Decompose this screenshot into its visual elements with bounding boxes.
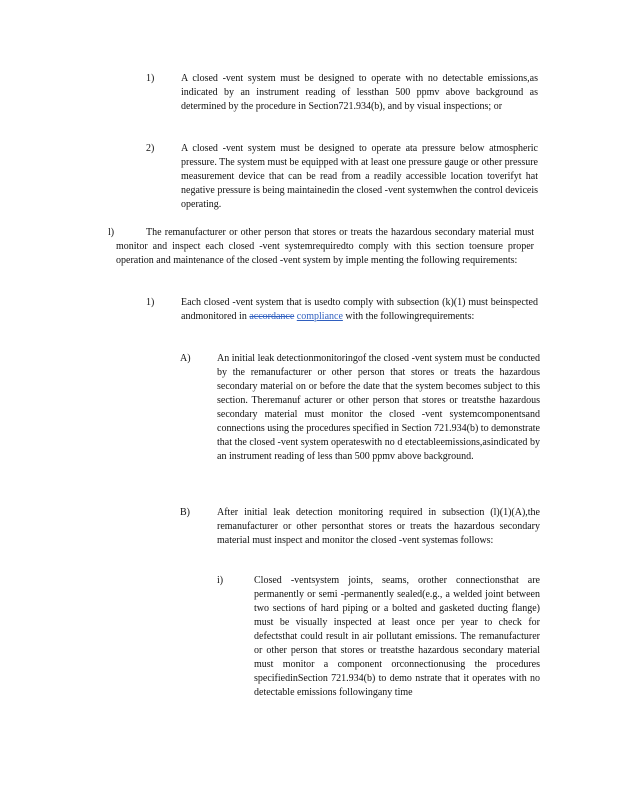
paragraph-number: 2) — [146, 143, 155, 154]
paragraph-text: A closed -vent system must be designed to operate ata pressure below atmospheric pressure. The system must be equipped with at least one pressure gauge or other pressure measurement device that can be read from a readily accessible location toverifyt hat negative pressure is being maintainedin the closed -vent systemwhen the control deviceis operating. — [181, 143, 538, 210]
deleted-text: accordance — [249, 311, 295, 322]
subparagraph-text: After initial leak detection monitoring required in subsection (l)(1)(A),the remanufacturer or other personthat stores or treats the hazardous secondary material must inspect and monitor the closed -vent systemas follows: — [217, 507, 540, 546]
subparagraph-text: An initial leak detectionmonitoringof the closed -vent system must be conducted by the remanufacturer or other person that stores or treats the hazardous secondary material on or before the date that the system becomes subject to this section. Theremanuf acturer or other person that stores or treatsthe hazardous secondary material must monitor the closed -vent systemcomponentsand connections using the procedures specified in Section 721.934(b) to demonstrate that the closed -vent system operateswith no d etectableemissions,asindicated by an instrument reading of less than 500 ppmv above background. — [217, 353, 540, 462]
subparagraph-number: A) — [180, 353, 191, 364]
inserted-text: compliance — [296, 311, 343, 322]
subparagraph-number: i) — [217, 575, 224, 586]
subparagraph-text: Closed -ventsystem joints, seams, orother connectionsthat are permanently or semi -permanently sealed(e.g., a welded joint between two sections of hard piping or a bolted and gasketed ducting flange) must be visually inspected at least once per year to check for defectsthat could result in air pollutant emissions. The remanufacturer or other person that stores or treatsthe hazardous secondary material must monitor a component orconnectionusing the procedures specifiedinSection 721.934(b) to demo nstrate that it operates with no detectable emissions followingany time — [254, 575, 540, 698]
subparagraph-number: B) — [180, 507, 190, 518]
text-after-revision: with the followingrequirements: — [345, 311, 475, 322]
subsection-number: l) — [108, 227, 115, 238]
text-before-revision: Each closed -vent system that is usedto comply with subsection (k)(1) must beinspected andmonitored in — [181, 297, 538, 322]
paragraph-number: 1) — [146, 73, 155, 84]
paragraph-number: 1) — [146, 297, 155, 308]
paragraph-text — [181, 296, 538, 324]
paragraph-text: A closed -vent system must be designed to operate with no detectable emissions,as indicated by an instrument reading of lessthan 500 ppmv above background as determined by the procedure in Section721.934(b), and by visual inspections; or — [181, 73, 538, 112]
subsection-text: The remanufacturer or other person that stores or treats the hazardous secondary material must monitor and inspect each closed -vent systemrequiredto comply with this section toensure proper operation and maintenance of the closed -vent system by imple menting the following requirements: — [116, 227, 534, 266]
